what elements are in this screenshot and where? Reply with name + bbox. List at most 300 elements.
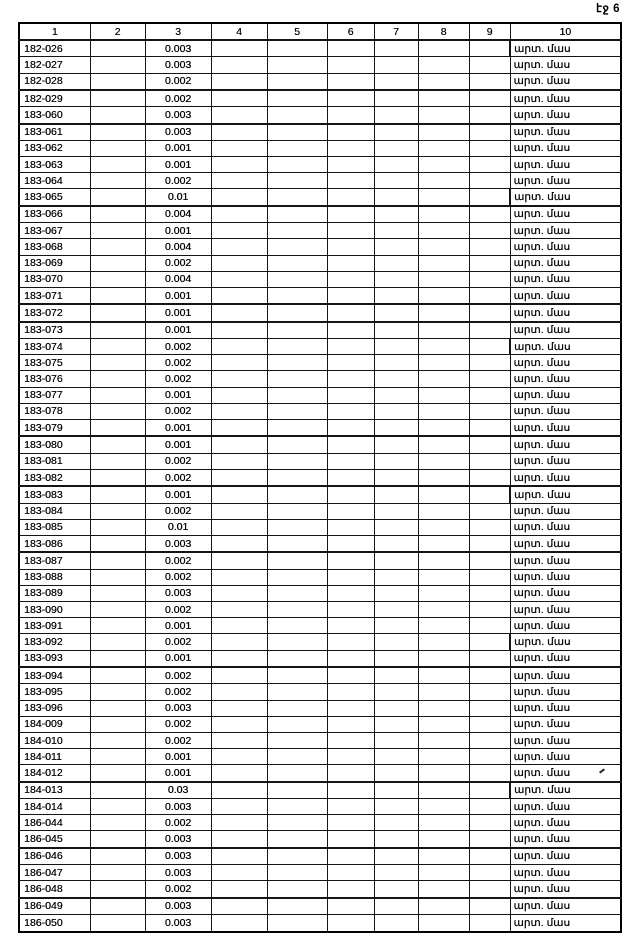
cell-col4 — [211, 124, 267, 141]
data-table — [18, 22, 622, 933]
cell-col2 — [90, 140, 145, 156]
cell-note: արտ. մաս — [510, 453, 621, 469]
cell-id: 183-084 — [19, 503, 90, 519]
cell-col5 — [267, 898, 327, 915]
cell-col2 — [90, 57, 145, 73]
cell-col9 — [469, 569, 510, 585]
cell-col8 — [418, 782, 469, 799]
cell-col5 — [267, 271, 327, 287]
cell-col8 — [418, 503, 469, 519]
cell-col7 — [374, 602, 418, 618]
cell-id: 183-076 — [19, 371, 90, 387]
table-row — [19, 189, 621, 206]
cell-col2 — [90, 469, 145, 486]
cell-value: 0.003 — [145, 535, 211, 552]
cell-col9 — [469, 107, 510, 124]
cell-note: արտ. մաս — [510, 271, 621, 287]
cell-id: 183-096 — [19, 700, 90, 716]
cell-id: 184-010 — [19, 732, 90, 748]
cell-col2 — [90, 831, 145, 848]
cell-col5 — [267, 618, 327, 634]
cell-col7 — [374, 716, 418, 732]
cell-col2 — [90, 322, 145, 339]
cell-col5 — [267, 304, 327, 321]
cell-col8 — [418, 865, 469, 881]
cell-col2 — [90, 865, 145, 881]
cell-col2 — [90, 90, 145, 107]
cell-col8 — [418, 322, 469, 339]
cell-col2 — [90, 107, 145, 124]
cell-col7 — [374, 436, 418, 453]
cell-col6 — [327, 73, 374, 90]
cell-col8 — [418, 157, 469, 173]
cell-value: 0.001 — [145, 287, 211, 304]
cell-col9 — [469, 782, 510, 799]
table-row — [19, 469, 621, 486]
cell-col8 — [418, 436, 469, 453]
cell-col5 — [267, 831, 327, 848]
cell-col6 — [327, 40, 374, 57]
cell-value: 0.003 — [145, 865, 211, 881]
cell-col7 — [374, 848, 418, 865]
table-row — [19, 90, 621, 107]
cell-value: 0.002 — [145, 355, 211, 371]
cell-col9 — [469, 453, 510, 469]
cell-value: 0.002 — [145, 371, 211, 387]
cell-id: 182-026 — [19, 40, 90, 57]
cell-value: 0.002 — [145, 684, 211, 700]
cell-col4 — [211, 90, 267, 107]
cell-col8 — [418, 898, 469, 915]
cell-note: արտ. մաս — [510, 223, 621, 239]
cell-note: արտ. մաս — [510, 815, 621, 831]
cell-col4 — [211, 602, 267, 618]
cell-col5 — [267, 765, 327, 782]
cell-col8 — [418, 371, 469, 387]
cell-col9 — [469, 503, 510, 519]
table-row — [19, 552, 621, 569]
cell-id: 183-079 — [19, 420, 90, 437]
cell-id: 183-081 — [19, 453, 90, 469]
cell-col5 — [267, 355, 327, 371]
cell-value: 0.003 — [145, 798, 211, 814]
cell-col2 — [90, 552, 145, 569]
cell-id: 182-027 — [19, 57, 90, 73]
cell-col7 — [374, 453, 418, 469]
cell-col8 — [418, 519, 469, 535]
cell-col7 — [374, 798, 418, 814]
cell-col7 — [374, 831, 418, 848]
table-row — [19, 798, 621, 814]
cell-col5 — [267, 552, 327, 569]
cell-col5 — [267, 585, 327, 601]
cell-col7 — [374, 585, 418, 601]
cell-col2 — [90, 436, 145, 453]
table-row — [19, 486, 621, 503]
table-row — [19, 173, 621, 189]
cell-col4 — [211, 552, 267, 569]
cell-value: 0.001 — [145, 436, 211, 453]
cell-col6 — [327, 124, 374, 141]
cell-col8 — [418, 848, 469, 865]
cell-col8 — [418, 255, 469, 271]
cell-id: 183-094 — [19, 667, 90, 684]
table-row — [19, 436, 621, 453]
table-row — [19, 667, 621, 684]
table-row — [19, 848, 621, 865]
cell-note: արտ. մաս — [510, 667, 621, 684]
cell-col8 — [418, 585, 469, 601]
cell-col7 — [374, 898, 418, 915]
cell-col5 — [267, 503, 327, 519]
cell-col5 — [267, 798, 327, 814]
table-row — [19, 569, 621, 585]
cell-value: 0.002 — [145, 73, 211, 90]
cell-col4 — [211, 287, 267, 304]
cell-id: 182-028 — [19, 73, 90, 90]
cell-id: 186-048 — [19, 881, 90, 898]
cell-note: արտ. մաս — [510, 387, 621, 403]
cell-col7 — [374, 815, 418, 831]
cell-value: 0.001 — [145, 420, 211, 437]
cell-col2 — [90, 223, 145, 239]
cell-col6 — [327, 189, 374, 206]
cell-id: 183-063 — [19, 157, 90, 173]
cell-id: 183-093 — [19, 650, 90, 667]
cell-col5 — [267, 815, 327, 831]
cell-id: 183-088 — [19, 569, 90, 585]
cell-col4 — [211, 486, 267, 503]
cell-col6 — [327, 469, 374, 486]
cell-col2 — [90, 535, 145, 552]
table-row — [19, 57, 621, 73]
column-header-10: 10 — [510, 23, 621, 40]
cell-id: 183-065 — [19, 189, 90, 206]
cell-col5 — [267, 107, 327, 124]
cell-note: արտ. մաս — [510, 403, 621, 419]
cell-col2 — [90, 634, 145, 650]
cell-col4 — [211, 749, 267, 765]
cell-col2 — [90, 206, 145, 223]
cell-col6 — [327, 287, 374, 304]
cell-col5 — [267, 73, 327, 90]
table-row — [19, 749, 621, 765]
cell-col9 — [469, 355, 510, 371]
cell-value: 0.003 — [145, 585, 211, 601]
cell-col4 — [211, 650, 267, 667]
cell-col6 — [327, 371, 374, 387]
cell-col5 — [267, 173, 327, 189]
cell-col5 — [267, 569, 327, 585]
cell-col4 — [211, 535, 267, 552]
cell-col6 — [327, 552, 374, 569]
cell-col6 — [327, 732, 374, 748]
table-row — [19, 107, 621, 124]
cell-col4 — [211, 848, 267, 865]
cell-note: արտ. մաս — [510, 914, 621, 932]
cell-value: 0.002 — [145, 469, 211, 486]
table-row — [19, 914, 621, 932]
cell-col8 — [418, 798, 469, 814]
cell-col6 — [327, 881, 374, 898]
cell-note: արտ. մաս — [510, 865, 621, 881]
cell-value: 0.002 — [145, 881, 211, 898]
cell-col2 — [90, 815, 145, 831]
cell-col7 — [374, 634, 418, 650]
table-row — [19, 157, 621, 173]
cell-col9 — [469, 124, 510, 141]
cell-col9 — [469, 914, 510, 932]
cell-col8 — [418, 189, 469, 206]
cell-col8 — [418, 173, 469, 189]
table-row — [19, 387, 621, 403]
cell-id: 183-089 — [19, 585, 90, 601]
table-row — [19, 140, 621, 156]
cell-col5 — [267, 700, 327, 716]
cell-id: 183-069 — [19, 255, 90, 271]
cell-col7 — [374, 684, 418, 700]
cell-col2 — [90, 387, 145, 403]
cell-col9 — [469, 304, 510, 321]
cell-col4 — [211, 239, 267, 255]
cell-col6 — [327, 765, 374, 782]
cell-value: 0.001 — [145, 223, 211, 239]
cell-col7 — [374, 57, 418, 73]
cell-col4 — [211, 815, 267, 831]
cell-col8 — [418, 469, 469, 486]
table-row — [19, 304, 621, 321]
cell-col8 — [418, 914, 469, 932]
table-row — [19, 585, 621, 601]
cell-value: 0.002 — [145, 716, 211, 732]
cell-col6 — [327, 436, 374, 453]
cell-col8 — [418, 486, 469, 503]
cell-value: 0.004 — [145, 271, 211, 287]
cell-value: 0.002 — [145, 569, 211, 585]
cell-col8 — [418, 634, 469, 650]
cell-col8 — [418, 815, 469, 831]
cell-col5 — [267, 486, 327, 503]
cell-col8 — [418, 667, 469, 684]
cell-col7 — [374, 90, 418, 107]
cell-col6 — [327, 271, 374, 287]
cell-col4 — [211, 206, 267, 223]
cell-col8 — [418, 73, 469, 90]
cell-col4 — [211, 157, 267, 173]
cell-id: 183-090 — [19, 602, 90, 618]
cell-col4 — [211, 716, 267, 732]
cell-col9 — [469, 602, 510, 618]
cell-note: արտ. մաս — [510, 57, 621, 73]
table-row — [19, 765, 621, 782]
cell-col4 — [211, 503, 267, 519]
cell-col2 — [90, 667, 145, 684]
cell-col9 — [469, 486, 510, 503]
table-row — [19, 403, 621, 419]
cell-col4 — [211, 898, 267, 915]
cell-col7 — [374, 206, 418, 223]
cell-col2 — [90, 403, 145, 419]
cell-col2 — [90, 798, 145, 814]
cell-col2 — [90, 569, 145, 585]
cell-value: 0.002 — [145, 255, 211, 271]
cell-col9 — [469, 848, 510, 865]
cell-col7 — [374, 223, 418, 239]
cell-col6 — [327, 486, 374, 503]
cell-col5 — [267, 57, 327, 73]
cell-col5 — [267, 403, 327, 419]
cell-id: 183-073 — [19, 322, 90, 339]
cell-col7 — [374, 765, 418, 782]
cell-col4 — [211, 304, 267, 321]
cell-col6 — [327, 519, 374, 535]
cell-col5 — [267, 339, 327, 355]
cell-id: 186-046 — [19, 848, 90, 865]
cell-note: արտ. մաս — [510, 716, 621, 732]
cell-col2 — [90, 732, 145, 748]
cell-col5 — [267, 602, 327, 618]
cell-col4 — [211, 469, 267, 486]
cell-col7 — [374, 255, 418, 271]
table-row — [19, 322, 621, 339]
cell-value: 0.002 — [145, 552, 211, 569]
cell-col9 — [469, 798, 510, 814]
cell-col4 — [211, 881, 267, 898]
cell-col4 — [211, 57, 267, 73]
cell-col7 — [374, 865, 418, 881]
cell-col9 — [469, 255, 510, 271]
cell-col9 — [469, 40, 510, 57]
cell-id: 183-082 — [19, 469, 90, 486]
cell-value: 0.001 — [145, 140, 211, 156]
cell-col2 — [90, 239, 145, 255]
cell-col9 — [469, 881, 510, 898]
cell-col6 — [327, 239, 374, 255]
cell-col7 — [374, 881, 418, 898]
cell-col2 — [90, 73, 145, 90]
cell-col4 — [211, 585, 267, 601]
cell-note: արտ. մաս — [510, 173, 621, 189]
cell-id: 183-074 — [19, 339, 90, 355]
cell-col7 — [374, 535, 418, 552]
cell-col6 — [327, 57, 374, 73]
cell-id: 183-064 — [19, 173, 90, 189]
cell-id: 183-071 — [19, 287, 90, 304]
cell-col6 — [327, 914, 374, 932]
cell-col9 — [469, 831, 510, 848]
cell-note: արտ. մաս — [510, 355, 621, 371]
cell-col6 — [327, 848, 374, 865]
table-row — [19, 602, 621, 618]
cell-col5 — [267, 157, 327, 173]
cell-note: արտ. մաս — [510, 40, 621, 57]
cell-col8 — [418, 206, 469, 223]
cell-col9 — [469, 765, 510, 782]
cell-col9 — [469, 157, 510, 173]
cell-col6 — [327, 782, 374, 799]
cell-col8 — [418, 403, 469, 419]
cell-note: արտ. մաս — [510, 339, 621, 355]
cell-note: արտ. մաս — [510, 239, 621, 255]
column-header-4: 4 — [211, 23, 267, 40]
cell-col4 — [211, 322, 267, 339]
cell-col7 — [374, 486, 418, 503]
cell-note: արտ. մաս — [510, 503, 621, 519]
cell-col6 — [327, 322, 374, 339]
cell-col5 — [267, 371, 327, 387]
cell-col4 — [211, 782, 267, 799]
cell-col5 — [267, 322, 327, 339]
table-row — [19, 287, 621, 304]
cell-value: 0.001 — [145, 387, 211, 403]
cell-col9 — [469, 287, 510, 304]
cell-note: արտ. մաս — [510, 469, 621, 486]
cell-value: 0.001 — [145, 322, 211, 339]
table-row — [19, 223, 621, 239]
cell-note: արտ. մաս — [510, 124, 621, 141]
cell-col7 — [374, 173, 418, 189]
table-row — [19, 815, 621, 831]
cell-col5 — [267, 206, 327, 223]
cell-col9 — [469, 387, 510, 403]
cell-value: 0.001 — [145, 618, 211, 634]
table-row — [19, 239, 621, 255]
cell-col7 — [374, 140, 418, 156]
cell-col6 — [327, 749, 374, 765]
cell-col5 — [267, 140, 327, 156]
cell-col9 — [469, 271, 510, 287]
cell-value: 0.001 — [145, 486, 211, 503]
cell-note: արտ. մաս — [510, 732, 621, 748]
cell-id: 183-070 — [19, 271, 90, 287]
cell-id: 184-009 — [19, 716, 90, 732]
cell-col6 — [327, 815, 374, 831]
cell-value: 0.004 — [145, 239, 211, 255]
cell-col6 — [327, 206, 374, 223]
table-row — [19, 453, 621, 469]
cell-col6 — [327, 387, 374, 403]
cell-col8 — [418, 420, 469, 437]
cell-col5 — [267, 716, 327, 732]
cell-col4 — [211, 255, 267, 271]
cell-col2 — [90, 40, 145, 57]
cell-col2 — [90, 339, 145, 355]
table-row — [19, 355, 621, 371]
cell-col6 — [327, 453, 374, 469]
cell-col2 — [90, 914, 145, 932]
cell-note: արտ. մաս — [510, 569, 621, 585]
cell-col5 — [267, 453, 327, 469]
cell-col8 — [418, 339, 469, 355]
cell-col9 — [469, 223, 510, 239]
table-row — [19, 339, 621, 355]
cell-col4 — [211, 569, 267, 585]
cell-col5 — [267, 239, 327, 255]
cell-note: արտ. մաս — [510, 634, 621, 650]
cell-col8 — [418, 124, 469, 141]
cell-col4 — [211, 684, 267, 700]
cell-col6 — [327, 90, 374, 107]
cell-col4 — [211, 436, 267, 453]
cell-col5 — [267, 223, 327, 239]
cell-col8 — [418, 552, 469, 569]
cell-col6 — [327, 898, 374, 915]
cell-id: 183-092 — [19, 634, 90, 650]
cell-col2 — [90, 618, 145, 634]
cell-col2 — [90, 782, 145, 799]
page-number-label: էջ 6 — [596, 3, 620, 15]
cell-col4 — [211, 173, 267, 189]
